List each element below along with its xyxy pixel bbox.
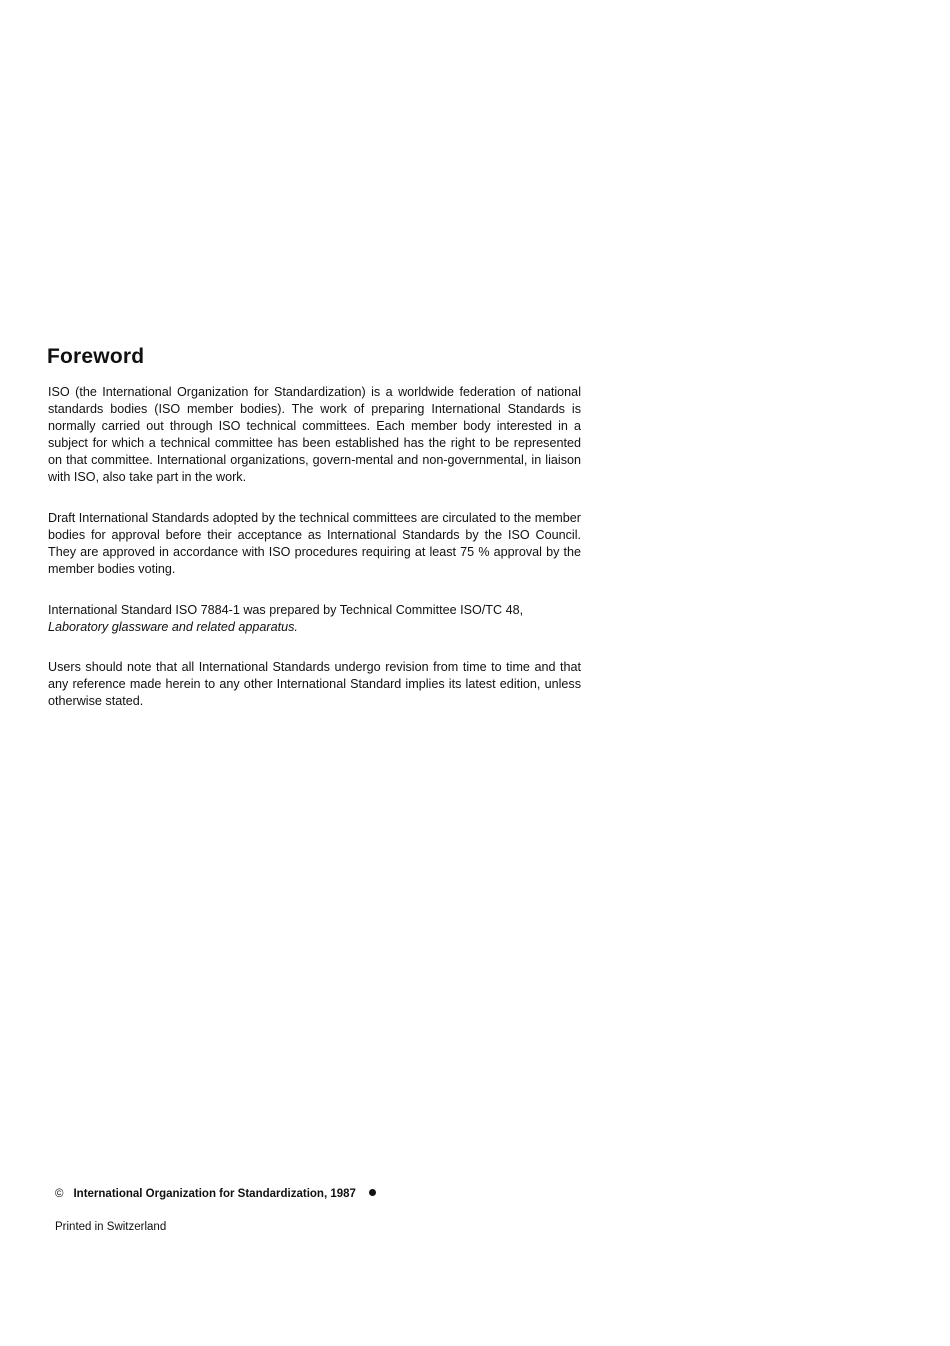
copyright-line	[55, 1188, 376, 1200]
page-title: Foreword	[47, 345, 145, 368]
committee-title: Laboratory glassware and related apparatus.	[48, 620, 298, 634]
paragraph-3-text: International Standard ISO 7884-1 was prepared by Technical Committee ISO/TC 48,	[48, 603, 524, 617]
bullet-icon	[369, 1189, 376, 1196]
copyright-text: International Organization for Standardization, 1987	[73, 1188, 356, 1200]
foreword-paragraph-1: ISO (the International Organization for Standardization) is a worldwide federation of national standards bodies (ISO member bodies). The work of preparing International Standards is normally carried out through ISO technical committees. Each member body interested in a subject for which a technical committee has been established has the right to be represented on that committee. International organizations, govern-mental and non-governmental, in liaison with ISO, also take part in the work.	[48, 385, 581, 484]
copyright-icon: ©	[55, 1188, 64, 1200]
foreword-paragraph-4: Users should note that all International Standards undergo revision from time to time and that any reference made herein to any other International Standard implies its latest edition, unless otherwise stated.	[48, 660, 581, 708]
printed-location: Printed in Switzerland	[55, 1221, 167, 1233]
foreword-paragraph-2: Draft International Standards adopted by the technical committees are circulated to the member bodies for approval before their acceptance as International Standards by the ISO Council. They are approved in accordance with ISO procedures requiring at least 75 % approval by the member bodies voting.	[48, 511, 581, 576]
foreword-paragraph-3	[48, 602, 581, 636]
